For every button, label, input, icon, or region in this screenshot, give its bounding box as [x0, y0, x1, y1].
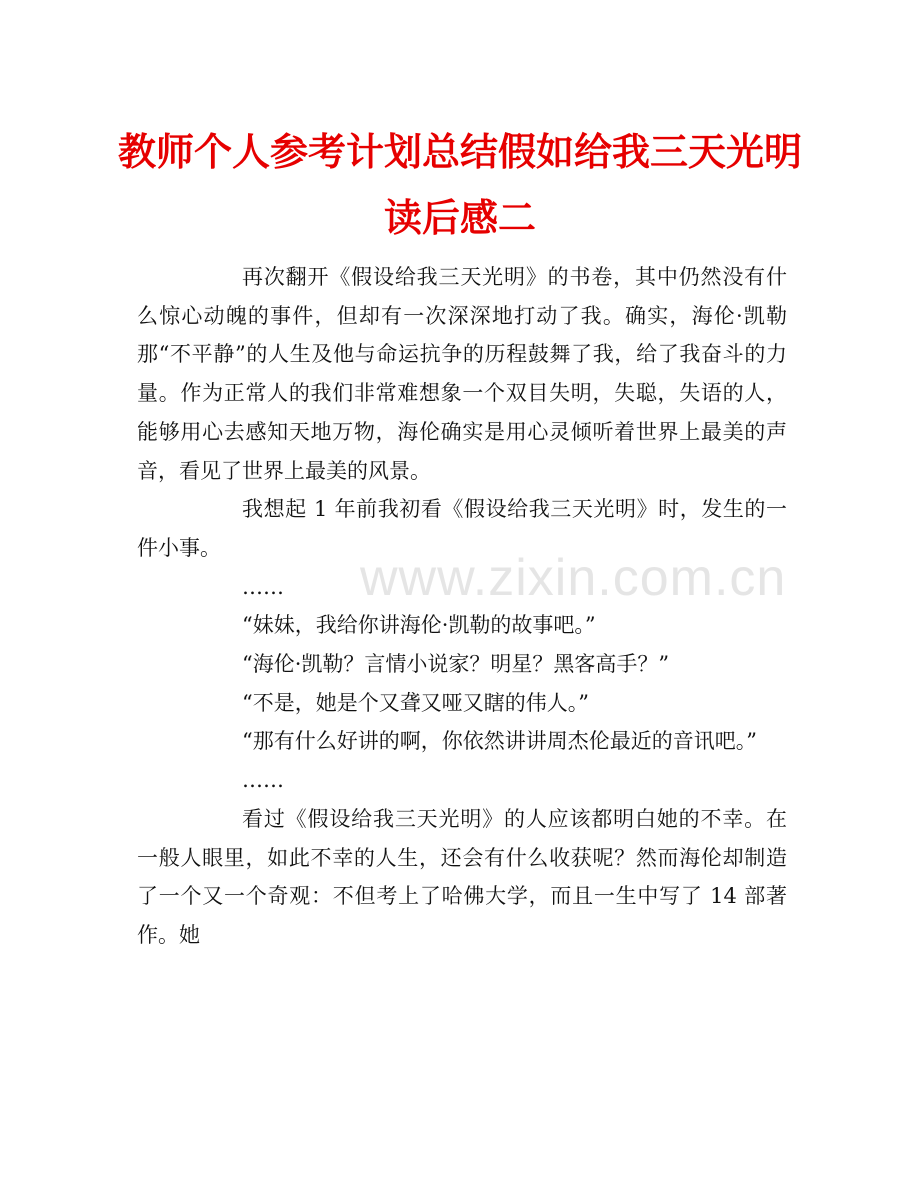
paragraph-1: 再次翻开《假设给我三天光明》的书卷，其中仍然没有什么惊心动魄的事件，但却有一次深深地打动了我。确实，海伦·凯勒那“不平静”的人生及他与命运抗争的历程鼓舞了我，给了我奋斗的力量。作为正常人的我们非常难想象一个双目失明，失聪，失语的人，能够用心去感知天地万物，海伦确实是用心灵倾听着世界上最美的声音，看见了世界上最美的风景。	[137, 265, 787, 483]
document-title-line-1: 教师个人参考计划总结假如给我三天光明	[117, 130, 802, 174]
dialogue-line-4: “那有什么好讲的啊，你依然讲讲周杰伦最近的音讯吧。”	[242, 729, 757, 754]
document-body	[137, 258, 787, 955]
ellipsis-2: ……	[242, 768, 284, 793]
document-title-line-2: 读后感二	[383, 196, 536, 240]
ellipsis-1: ……	[242, 574, 284, 599]
dialogue-line-3: “不是，她是个又聋又哑又瞎的伟人。”	[242, 690, 589, 715]
dialogue-line-2: “海伦·凯勒？言情小说家？明星？黑客高手？”	[242, 652, 670, 677]
paragraph-2: 我想起 1 年前我初看《假设给我三天光明》时，发生的一件小事。	[137, 497, 787, 560]
dialogue-line-1: “妹妹，我给你讲海伦·凯勒的故事吧。”	[242, 613, 596, 638]
watermark: www.zixin.com.cn	[360, 549, 787, 607]
paragraph-3: 看过《假设给我三天光明》的人应该都明白她的不幸。在一般人眼里，如此不幸的人生，还会有什么收获呢？然而海伦却制造了一个又一个奇观：不但考上了哈佛大学，而且一生中写了 14 部著作。她	[137, 806, 787, 947]
